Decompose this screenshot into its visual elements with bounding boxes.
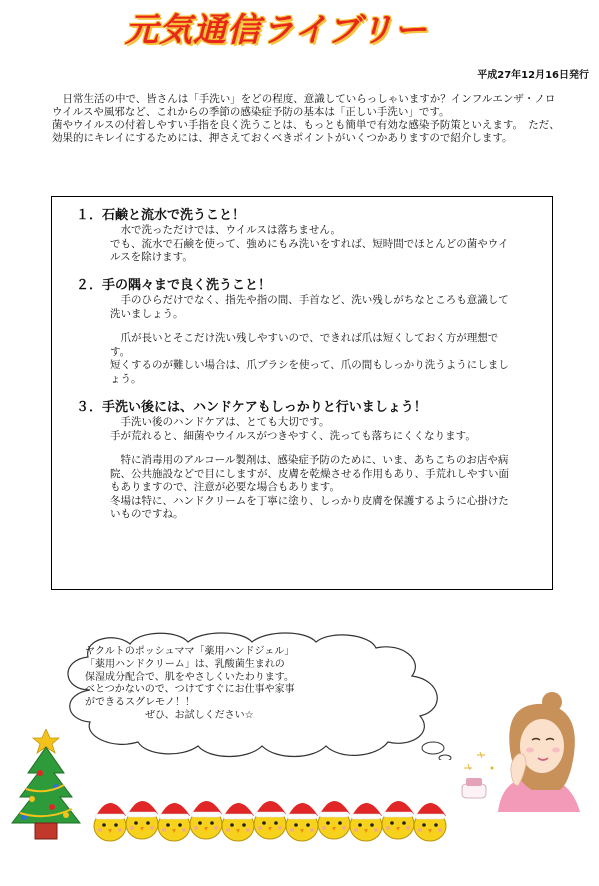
bubble-line-1: ヤクルトのポッシュママ「薬用ハンドジェル」 — [85, 646, 295, 657]
bubble-text — [85, 646, 375, 723]
tip-2-line-1: 手のひらだけでなく、指先や指の間、手首など、洗い残しがちなところも意識して洗いましょう。 — [110, 294, 509, 320]
intro-paragraph-2: 菌やウイルスの付着しやすい手指を良く洗うことは、もっとも簡単で有効な感染予防策といえます。 ただ、効果的にキレイにするためには、押さえておくべきポイントがいくつかありますので紹介します。 — [52, 119, 560, 144]
bubble-line-2: 「薬用ハンドクリーム」は、乳酸菌生まれの — [85, 658, 285, 670]
woman-with-hand-cream-icon — [452, 690, 594, 824]
tip-3-line-1: 手洗い後のハンドケアは、とても大切です。 — [120, 416, 330, 428]
page-title: 元気通信ライブリー — [125, 10, 428, 49]
tip-1-line-1: 水で洗っただけでは、ウイルスは落ちません。 — [120, 224, 341, 236]
bubble-line-5: ができるスグレモノ！！ — [85, 697, 195, 709]
intro-text — [52, 93, 562, 145]
tip-3-line-2: 手が荒れると、細菌やウイルスがつきやすく、洗っても落ちにくくなります。 — [110, 429, 476, 442]
tip-2-line-2: 爪が長いとそこだけ洗い残しやすいので、できれば爪は短くしておく方が理想です。 — [110, 332, 499, 358]
tip-2-line-3: 短くするのが難しい場合は、爪ブラシを使って、爪の間もしっかり洗うようにしましょう。 — [110, 359, 509, 385]
tip-1-line-2: でも、流水で石鹸を使って、強めにもみ洗いをすれば、短時間でほとんどの菌やウイルスを除けます。 — [110, 237, 509, 263]
tip-3-line-4: 冬場は特に、ハンドクリームを丁寧に塗り、しっかり皮膚を保護するように心掛けたいものですね。 — [110, 494, 509, 520]
christmas-tree-icon — [6, 729, 86, 845]
tip-3-line-3: 特に消毒用のアルコール製剤は、感染症予防のために、いま、あちこちのお店や病院、公共施設などで目にしますが、皮膚を乾燥させる作用もあり、手荒れしやすい面もありますので、注意が必要な場合もあります。 — [110, 454, 509, 493]
santa-chicks-row — [93, 792, 465, 848]
issue-date: 平成27年12月16日発行 — [477, 70, 589, 81]
bubble-line-4: べとつかないので、つけてすぐにお仕事や家事 — [85, 684, 295, 696]
santa-chick-icon — [93, 792, 465, 844]
bubble-line-6: ぜひ、お試しください☆ — [145, 709, 254, 721]
intro-paragraph-1: 日常生活の中で、皆さんは「手洗い」をどの程度、意識していらっしゃいますか？インフルエンザ・ノロウイルスや風邪など、これからの季節の感染症予防の基本は「正しい手洗い」です。 — [52, 93, 556, 118]
tip-heading-3: ３．手洗い後には、ハンドケアもしっかりと行いましょう！ — [76, 400, 427, 415]
bubble-line-3: 保湿成分配合で、肌をやさしくいたわります。 — [85, 671, 294, 683]
tip-section-3 — [76, 400, 516, 522]
tip-section-1 — [76, 208, 516, 265]
tips-box — [51, 196, 553, 590]
tip-section-2 — [76, 278, 516, 386]
tip-heading-2: ２．手の隅々まで良く洗うこと！ — [76, 278, 272, 293]
tip-heading-1: １．石鹸と流水で洗うこと！ — [76, 208, 246, 223]
